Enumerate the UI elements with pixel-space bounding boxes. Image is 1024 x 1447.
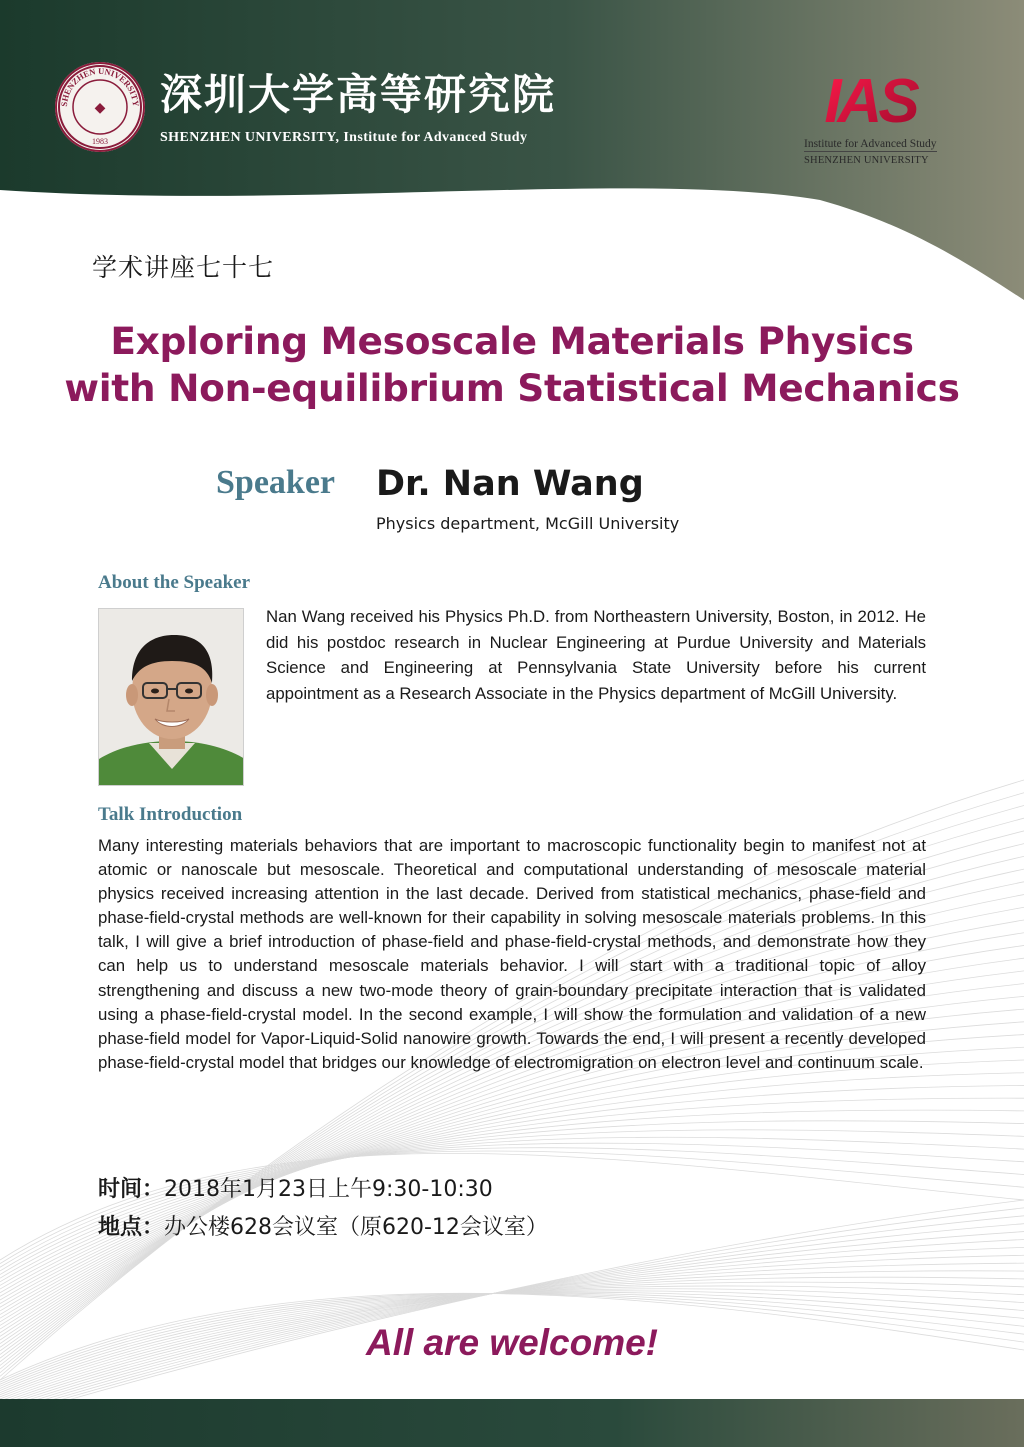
speaker-photo — [98, 608, 244, 786]
lecture-title — [40, 318, 984, 412]
university-seal — [55, 62, 145, 152]
speaker-label: Speaker — [216, 464, 335, 501]
lecture-title-line1: Exploring Mesoscale Materials Physics — [110, 319, 914, 363]
event-time — [98, 1172, 493, 1203]
event-place-label: 地点： — [98, 1215, 165, 1240]
footer-bar — [0, 1399, 1024, 1447]
seal-year: 1983 — [92, 137, 108, 146]
speaker-affiliation: Physics department, McGill University — [376, 514, 680, 533]
speaker-name: Dr. Nan Wang — [376, 464, 644, 504]
speaker-bio: Nan Wang received his Physics Ph.D. from Northeastern University, Boston, in 2012. He did his postdoc research in Nuclear Engineering at Purdue University and Materials Science and Engineering at Pennsylvania State University before his current appointment as a Research Associate in the Physics department of McGill University. — [266, 607, 926, 703]
ias-subtitle: Institute for Advanced Study — [804, 138, 937, 150]
event-place — [98, 1210, 548, 1241]
talk-heading: Talk Introduction — [98, 804, 243, 825]
seal-text: SHENZHEN UNIVERSITY — [58, 65, 142, 107]
university-name-cn: 深圳大学高等研究院 — [160, 70, 557, 119]
event-time-label: 时间： — [98, 1177, 165, 1202]
event-place-value: 办公楼628会议室（原620-12会议室） — [164, 1215, 548, 1240]
talk-introduction: Many interesting materials behaviors that are important to macroscopic functionality begin to manifest not at atomic or nanoscale but mesoscale. Theoretical and computational understanding of mesoscale material physics received increasing attention in the last decade. Derived from statistical mechanics, phase-field and phase-field-crystal methods are well-known for their capability in solving mesoscale materials problems. In this talk, I will give a brief introduction of phase-field and phase-field-crystal methods, and demonstrate how they can help us to understand mesoscale materials behavior. I will start with a traditional topic of alloy strengthening and discuss a new two-mode theory of grain-boundary precipitate interaction that is validated using a phase-field-crystal model. In the second example, I will show the formulation and validation of a new phase-field model for Vapor-Liquid-Solid nanowire growth. Towards the end, I will present a recently developed phase-field-crystal model that bridges our knowledge of electromigration on electron level and continuum scale. — [98, 836, 926, 1072]
university-name-en: SHENZHEN UNIVERSITY, Institute for Advanced Study — [160, 130, 528, 145]
about-heading: About the Speaker — [98, 572, 251, 593]
event-time-value: 2018年1月23日上午9:30-10:30 — [164, 1177, 493, 1202]
ias-logo-text: IAS — [824, 70, 916, 130]
ias-logo — [800, 70, 940, 130]
lecture-series: 学术讲座七十七 — [92, 253, 275, 282]
ias-university: SHENZHEN UNIVERSITY — [804, 155, 929, 166]
seal-emblem: ◆ — [94, 100, 106, 116]
lecture-title-line2: with Non-equilibrium Statistical Mechanics — [64, 366, 960, 410]
welcome-message: All are welcome! — [365, 1322, 658, 1363]
